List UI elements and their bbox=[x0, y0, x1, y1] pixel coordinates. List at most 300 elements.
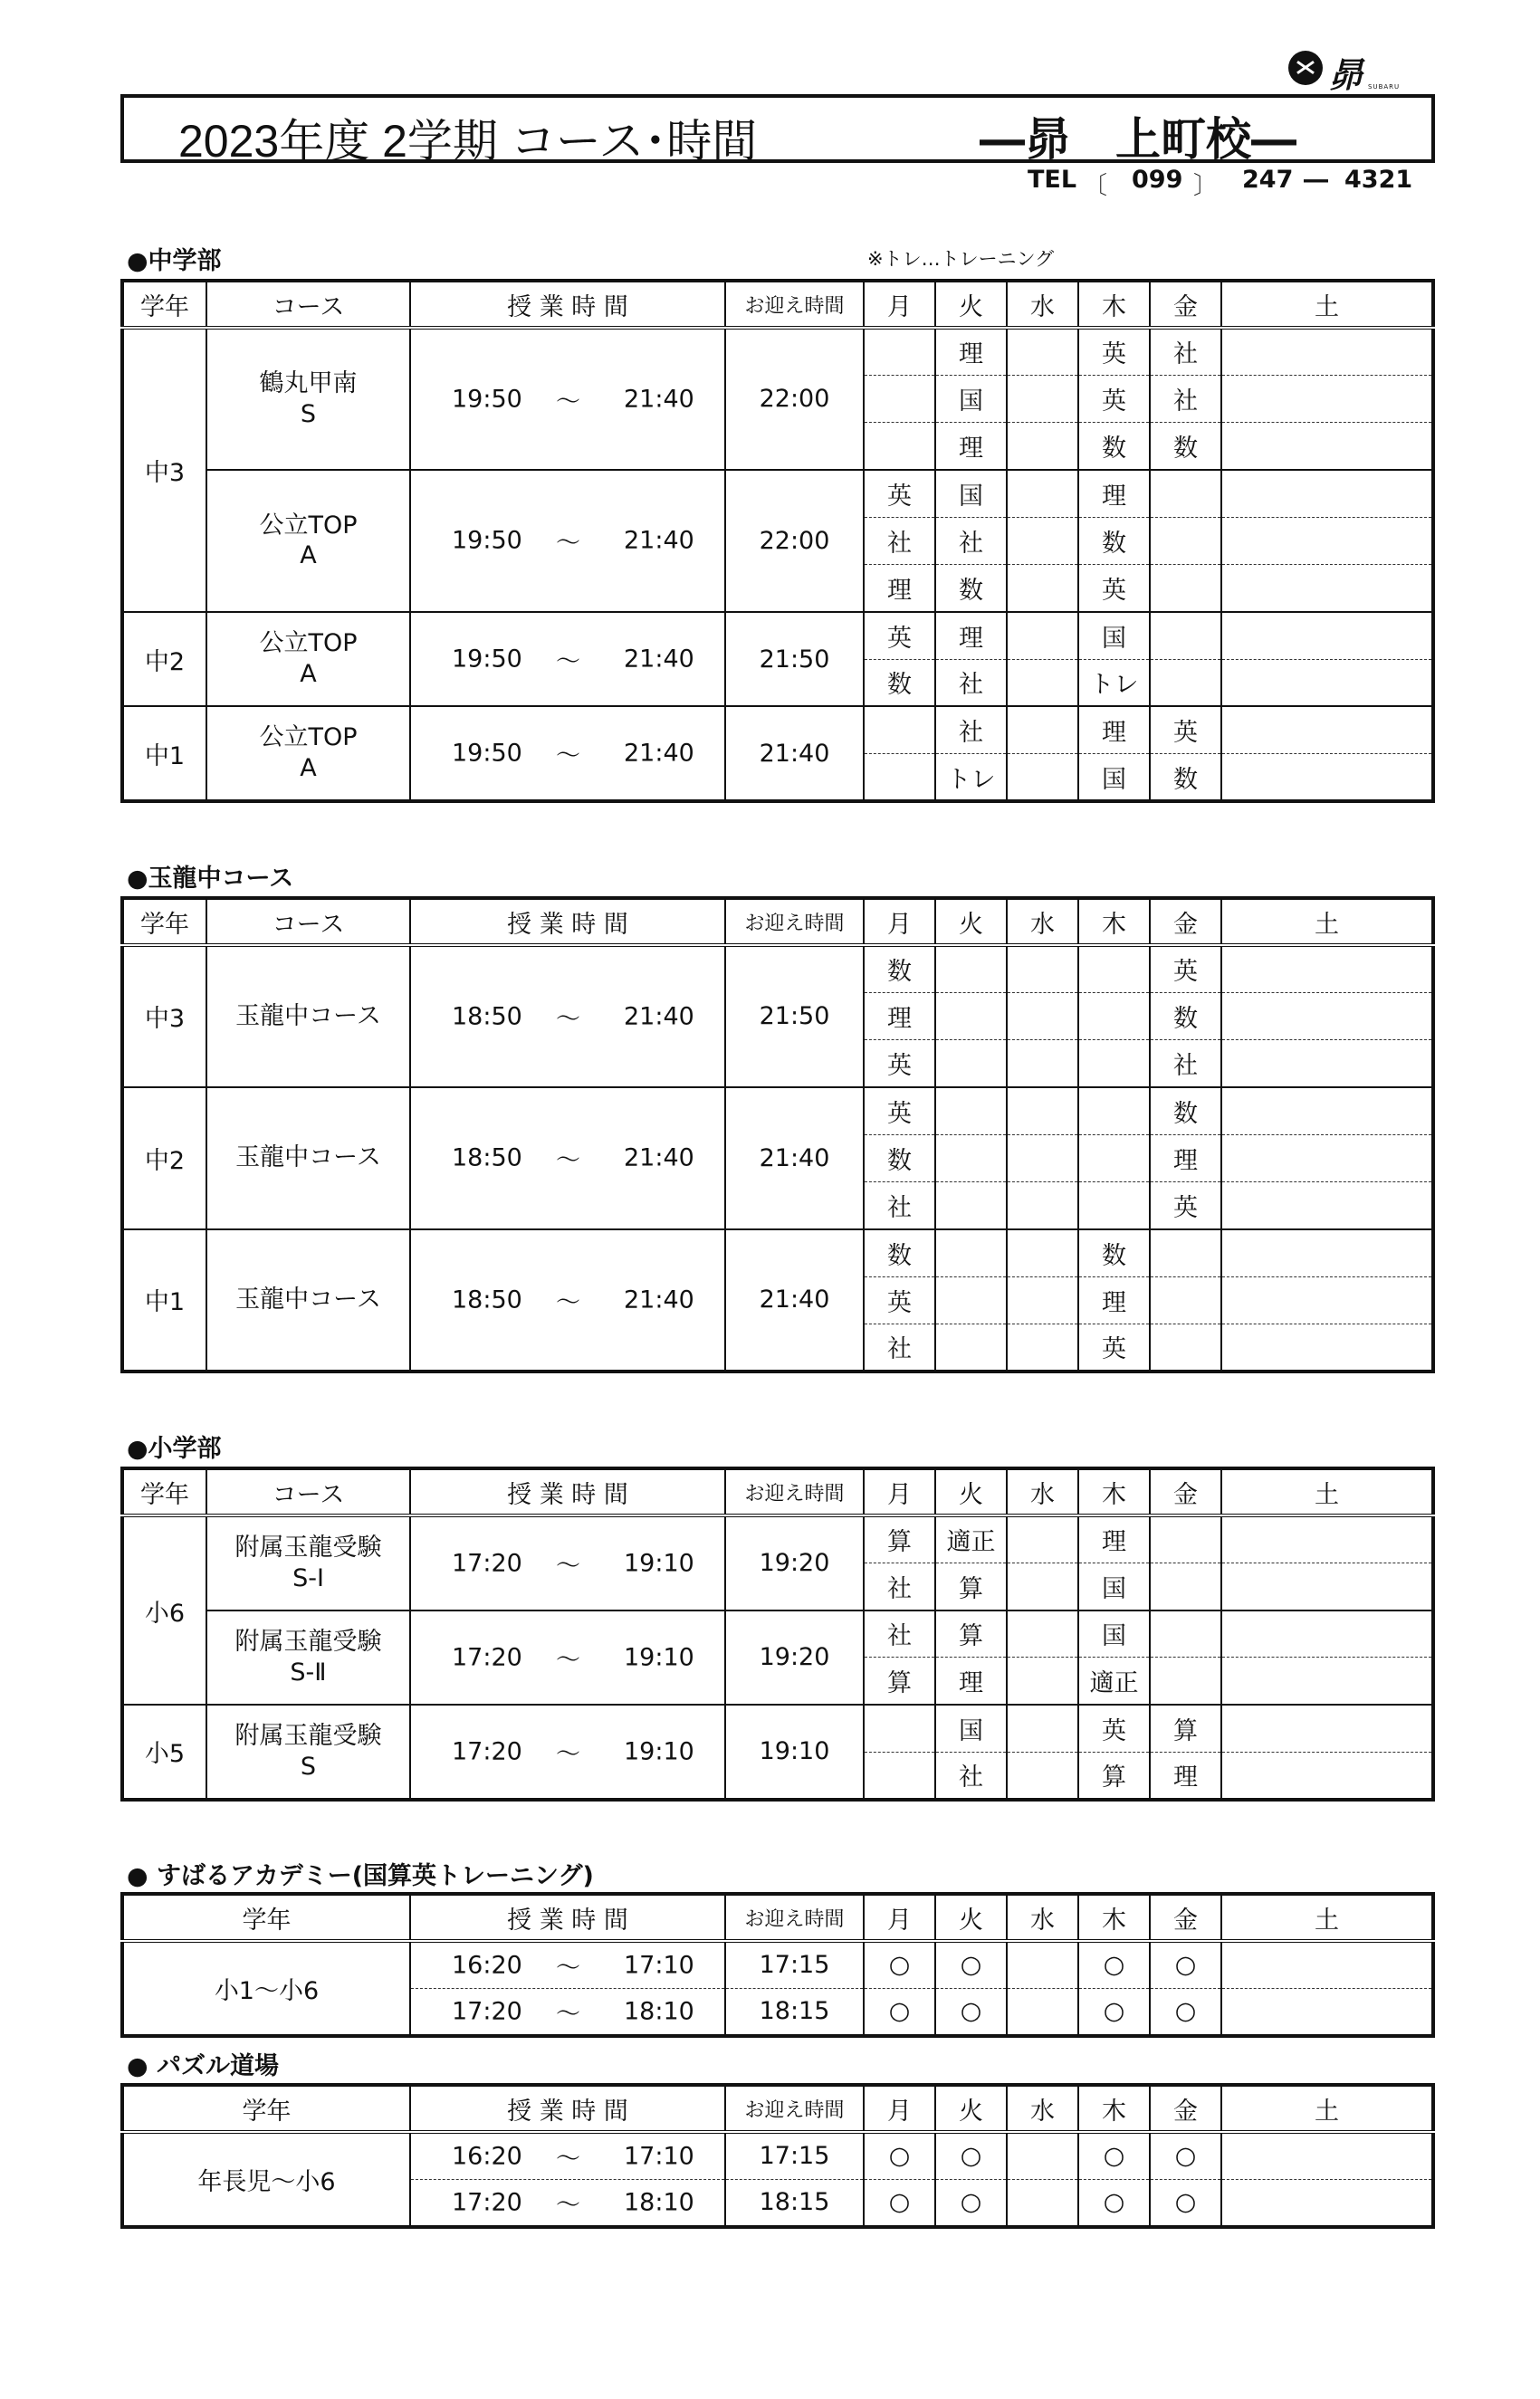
schedule-row bbox=[122, 612, 1433, 659]
schedule-row bbox=[122, 1229, 1433, 1276]
tel-dash: ― bbox=[1304, 166, 1328, 194]
subject-cell-wed bbox=[1007, 1752, 1078, 1799]
time-start: 17:20 bbox=[452, 1643, 522, 1672]
subject-cell-tue bbox=[935, 1087, 1007, 1134]
subject-cell-sat bbox=[1221, 328, 1433, 375]
schedule-row bbox=[122, 328, 1433, 375]
subject-cell-fri: 数 bbox=[1150, 754, 1221, 801]
day-header-fri: 金 bbox=[1150, 898, 1221, 945]
subject-cell-wed bbox=[1007, 517, 1078, 564]
course-header: コース bbox=[206, 898, 410, 945]
pickup-header: お迎え時間 bbox=[725, 1468, 864, 1515]
subject-cell-fri: 理 bbox=[1150, 1134, 1221, 1181]
time-tilde: ～ bbox=[556, 2191, 580, 2220]
course-line: 附属玉龍受験 bbox=[234, 1722, 382, 1751]
day-header-wed: 水 bbox=[1007, 898, 1078, 945]
pickup-header: お迎え時間 bbox=[725, 281, 864, 328]
day-mark-mon: ○ bbox=[864, 1941, 935, 1988]
day-mark-tue: ○ bbox=[935, 1941, 1007, 1988]
time-tilde: ～ bbox=[556, 1740, 580, 1769]
subject-cell-tue: 社 bbox=[935, 706, 1007, 753]
time-tilde: ～ bbox=[556, 1552, 580, 1581]
time-end: 21:40 bbox=[624, 739, 694, 768]
subject-cell-thu: トレ bbox=[1078, 659, 1150, 706]
subject-cell-thu: 数 bbox=[1078, 423, 1150, 470]
subject-cell-thu: 理 bbox=[1078, 1515, 1150, 1563]
subject-cell-fri: 数 bbox=[1150, 423, 1221, 470]
schedule-row bbox=[122, 945, 1433, 992]
subject-cell-thu: 英 bbox=[1078, 1324, 1150, 1371]
time-end: 19:10 bbox=[624, 1737, 694, 1766]
subject-cell-fri: 数 bbox=[1150, 992, 1221, 1039]
subject-cell-sat bbox=[1221, 1040, 1433, 1087]
course-header: コース bbox=[206, 1468, 410, 1515]
subject-cell-mon bbox=[864, 375, 935, 422]
subject-cell-mon: 英 bbox=[864, 1276, 935, 1324]
class-time bbox=[410, 1941, 725, 1988]
subject-cell-sat bbox=[1221, 945, 1433, 992]
course-line: A bbox=[300, 541, 317, 570]
subject-cell-tue bbox=[935, 992, 1007, 1039]
time-start: 19:50 bbox=[452, 385, 522, 414]
grade-cell: 小6 bbox=[122, 1515, 206, 1705]
subject-cell-sat bbox=[1221, 612, 1433, 659]
day-header-thu: 木 bbox=[1078, 898, 1150, 945]
subject-cell-wed bbox=[1007, 1610, 1078, 1658]
subject-cell-fri: 社 bbox=[1150, 1040, 1221, 1087]
subject-cell-sat bbox=[1221, 1181, 1433, 1228]
time-end: 21:40 bbox=[624, 645, 694, 674]
class-time bbox=[410, 1515, 725, 1610]
class-time bbox=[410, 1229, 725, 1372]
schedule-table-chu bbox=[120, 279, 1435, 803]
day-mark-fri: ○ bbox=[1150, 1988, 1221, 2035]
time-tilde: ～ bbox=[556, 1146, 580, 1175]
subject-cell-wed bbox=[1007, 1563, 1078, 1610]
grade-cell: 小1～小6 bbox=[122, 1941, 410, 2036]
subject-cell-mon bbox=[864, 706, 935, 753]
subject-cell-fri bbox=[1150, 564, 1221, 611]
subject-cell-wed bbox=[1007, 1040, 1078, 1087]
grade-cell: 中3 bbox=[122, 328, 206, 612]
time-tilde: ～ bbox=[556, 529, 580, 558]
subject-cell-wed bbox=[1007, 992, 1078, 1039]
time-start: 16:20 bbox=[452, 1951, 522, 1980]
subject-cell-tue bbox=[935, 1324, 1007, 1371]
subject-cell-thu: 国 bbox=[1078, 1610, 1150, 1658]
day-mark-sat bbox=[1221, 2179, 1433, 2226]
subject-cell-sat bbox=[1221, 1658, 1433, 1705]
subject-cell-thu bbox=[1078, 992, 1150, 1039]
subject-cell-thu: 英 bbox=[1078, 1705, 1150, 1752]
day-header-mon: 月 bbox=[864, 2085, 935, 2132]
time-end: 18:10 bbox=[624, 1997, 694, 2026]
time-end: 21:40 bbox=[624, 1143, 694, 1172]
subject-cell-mon: 社 bbox=[864, 1324, 935, 1371]
day-mark-mon: ○ bbox=[864, 1988, 935, 2035]
course-line: A bbox=[300, 660, 317, 689]
schedule-table-sho bbox=[120, 1467, 1435, 1802]
grade-cell: 中1 bbox=[122, 706, 206, 801]
schedule-row bbox=[122, 470, 1433, 517]
tel-mid: 247 bbox=[1242, 166, 1294, 194]
school-logo bbox=[1288, 47, 1417, 95]
subject-cell-wed bbox=[1007, 1087, 1078, 1134]
subject-cell-mon: 英 bbox=[864, 470, 935, 517]
subject-cell-wed bbox=[1007, 1229, 1078, 1276]
day-mark-tue: ○ bbox=[935, 2179, 1007, 2226]
day-mark-thu: ○ bbox=[1078, 2179, 1150, 2226]
day-mark-mon: ○ bbox=[864, 2179, 935, 2226]
subject-cell-sat bbox=[1221, 1087, 1433, 1134]
subject-cell-sat bbox=[1221, 1610, 1433, 1658]
subject-cell-thu: 算 bbox=[1078, 1752, 1150, 1799]
pickup-time: 19:10 bbox=[725, 1705, 864, 1800]
time-end: 17:10 bbox=[624, 1951, 694, 1980]
pickup-time: 22:00 bbox=[725, 328, 864, 470]
tel-label: TEL bbox=[1028, 166, 1077, 194]
course-line: 公立TOP bbox=[259, 723, 358, 752]
subject-cell-mon: 英 bbox=[864, 1040, 935, 1087]
course-line: 玉龍中コース bbox=[235, 1143, 381, 1172]
subject-cell-thu: 英 bbox=[1078, 328, 1150, 375]
subject-cell-wed bbox=[1007, 1324, 1078, 1371]
time-tilde: ～ bbox=[556, 1954, 580, 1983]
pickup-time: 21:50 bbox=[725, 945, 864, 1087]
subject-cell-thu: 英 bbox=[1078, 375, 1150, 422]
course-name bbox=[206, 945, 410, 1087]
logo-kanji: 昴 bbox=[1328, 55, 1363, 95]
time-start: 18:50 bbox=[452, 1002, 522, 1031]
subject-cell-sat bbox=[1221, 706, 1433, 753]
day-header-wed: 水 bbox=[1007, 2085, 1078, 2132]
subject-cell-sat bbox=[1221, 754, 1433, 801]
course-name bbox=[206, 1705, 410, 1800]
logo-subtext: SUBARU bbox=[1368, 83, 1401, 91]
class-time bbox=[410, 1988, 725, 2035]
course-name bbox=[206, 612, 410, 707]
subject-cell-sat bbox=[1221, 1276, 1433, 1324]
subject-cell-thu bbox=[1078, 1181, 1150, 1228]
class-time bbox=[410, 1705, 725, 1800]
subject-cell-tue: 国 bbox=[935, 375, 1007, 422]
time-start: 17:20 bbox=[452, 1549, 522, 1578]
subject-cell-mon: 英 bbox=[864, 612, 935, 659]
course-line: S bbox=[300, 1752, 317, 1781]
day-header-fri: 金 bbox=[1150, 2085, 1221, 2132]
subject-cell-tue bbox=[935, 1181, 1007, 1228]
pickup-time: 19:20 bbox=[725, 1610, 864, 1706]
time-end: 21:40 bbox=[624, 1002, 694, 1031]
subject-cell-sat bbox=[1221, 1705, 1433, 1752]
pickup-time: 17:15 bbox=[725, 1941, 864, 1988]
subject-cell-tue: 国 bbox=[935, 470, 1007, 517]
grade-header: 学年 bbox=[122, 1894, 410, 1941]
schedule-table-puzzle bbox=[120, 2083, 1435, 2229]
subject-cell-sat bbox=[1221, 564, 1433, 611]
subject-cell-thu: 数 bbox=[1078, 517, 1150, 564]
day-header-thu: 木 bbox=[1078, 1894, 1150, 1941]
schedule-row bbox=[122, 1610, 1433, 1658]
schedule-table-acad bbox=[120, 1892, 1435, 2038]
course-line: 玉龍中コース bbox=[235, 1002, 381, 1031]
day-mark-mon: ○ bbox=[864, 2132, 935, 2179]
time-tilde: ～ bbox=[556, 647, 580, 676]
grade-header: 学年 bbox=[122, 1468, 206, 1515]
subject-cell-sat bbox=[1221, 1134, 1433, 1181]
time-header: 授 業 時 間 bbox=[410, 898, 725, 945]
course-line: 公立TOP bbox=[259, 629, 358, 658]
subject-cell-mon: 社 bbox=[864, 517, 935, 564]
subject-cell-wed bbox=[1007, 706, 1078, 753]
subject-cell-tue: 算 bbox=[935, 1610, 1007, 1658]
day-header-mon: 月 bbox=[864, 898, 935, 945]
class-time bbox=[410, 945, 725, 1087]
subject-cell-thu: 理 bbox=[1078, 1276, 1150, 1324]
day-header-thu: 木 bbox=[1078, 2085, 1150, 2132]
time-tilde: ～ bbox=[556, 741, 580, 770]
subject-cell-sat bbox=[1221, 1563, 1433, 1610]
logo-mark-icon bbox=[1288, 51, 1323, 85]
time-header: 授 業 時 間 bbox=[410, 1894, 725, 1941]
pickup-time: 21:50 bbox=[725, 612, 864, 707]
subject-cell-tue: 理 bbox=[935, 328, 1007, 375]
subject-cell-fri: 社 bbox=[1150, 375, 1221, 422]
day-header-fri: 金 bbox=[1150, 281, 1221, 328]
subject-cell-thu: 国 bbox=[1078, 1563, 1150, 1610]
time-tilde: ～ bbox=[556, 1288, 580, 1317]
pickup-header: お迎え時間 bbox=[725, 898, 864, 945]
subject-cell-fri bbox=[1150, 1610, 1221, 1658]
subject-cell-thu bbox=[1078, 945, 1150, 992]
subject-cell-fri bbox=[1150, 1563, 1221, 1610]
subject-cell-fri: 英 bbox=[1150, 1181, 1221, 1228]
subject-cell-tue bbox=[935, 1134, 1007, 1181]
subject-cell-fri: 算 bbox=[1150, 1705, 1221, 1752]
subject-cell-fri bbox=[1150, 470, 1221, 517]
course-line: 附属玉龍受験 bbox=[234, 1534, 382, 1563]
title-box bbox=[120, 94, 1435, 167]
subject-cell-tue: 適正 bbox=[935, 1515, 1007, 1563]
subject-cell-fri: 理 bbox=[1150, 1752, 1221, 1799]
class-time bbox=[410, 1610, 725, 1706]
time-end: 18:10 bbox=[624, 2188, 694, 2217]
time-header: 授 業 時 間 bbox=[410, 1468, 725, 1515]
subject-cell-fri: 英 bbox=[1150, 706, 1221, 753]
day-header-sat: 土 bbox=[1221, 898, 1433, 945]
day-header-thu: 木 bbox=[1078, 1468, 1150, 1515]
time-end: 21:40 bbox=[624, 385, 694, 414]
day-header-wed: 水 bbox=[1007, 281, 1078, 328]
subject-cell-mon: 数 bbox=[864, 1229, 935, 1276]
subject-cell-wed bbox=[1007, 945, 1078, 992]
section-title-sho: ●小学部 bbox=[127, 1435, 222, 1463]
subject-cell-mon: 英 bbox=[864, 1087, 935, 1134]
course-line: 附属玉龍受験 bbox=[234, 1628, 382, 1657]
pickup-header: お迎え時間 bbox=[725, 1894, 864, 1941]
time-tilde: ～ bbox=[556, 387, 580, 416]
course-name bbox=[206, 328, 410, 470]
day-mark-wed bbox=[1007, 2179, 1078, 2226]
subject-cell-thu: 数 bbox=[1078, 1229, 1150, 1276]
subject-cell-thu: 理 bbox=[1078, 706, 1150, 753]
course-name bbox=[206, 706, 410, 801]
course-name bbox=[206, 1610, 410, 1706]
grade-header: 学年 bbox=[122, 898, 206, 945]
course-name bbox=[206, 470, 410, 612]
grade-header: 学年 bbox=[122, 281, 206, 328]
day-header-mon: 月 bbox=[864, 1894, 935, 1941]
time-header: 授 業 時 間 bbox=[410, 2085, 725, 2132]
time-tilde: ～ bbox=[556, 2145, 580, 2174]
subject-cell-wed bbox=[1007, 564, 1078, 611]
pickup-time: 18:15 bbox=[725, 2179, 864, 2226]
time-start: 18:50 bbox=[452, 1286, 522, 1314]
schedule-row bbox=[122, 1515, 1433, 1563]
subject-cell-wed bbox=[1007, 1705, 1078, 1752]
schedule-row bbox=[122, 2132, 1433, 2179]
subject-cell-tue bbox=[935, 945, 1007, 992]
course-line: 玉龍中コース bbox=[235, 1285, 381, 1314]
day-mark-thu: ○ bbox=[1078, 2132, 1150, 2179]
subject-cell-sat bbox=[1221, 1515, 1433, 1563]
subject-cell-wed bbox=[1007, 470, 1078, 517]
subject-cell-mon: 社 bbox=[864, 1181, 935, 1228]
day-header-tue: 火 bbox=[935, 1468, 1007, 1515]
class-time bbox=[410, 1087, 725, 1229]
day-mark-sat bbox=[1221, 1988, 1433, 2035]
day-header-sat: 土 bbox=[1221, 281, 1433, 328]
subject-cell-wed bbox=[1007, 375, 1078, 422]
time-start: 19:50 bbox=[452, 526, 522, 555]
time-start: 19:50 bbox=[452, 645, 522, 674]
subject-cell-fri bbox=[1150, 1324, 1221, 1371]
header-row bbox=[122, 1468, 1433, 1515]
header-row bbox=[122, 1894, 1433, 1941]
subject-cell-wed bbox=[1007, 659, 1078, 706]
subject-cell-fri bbox=[1150, 517, 1221, 564]
subject-cell-sat bbox=[1221, 1324, 1433, 1371]
time-start: 16:20 bbox=[452, 2142, 522, 2171]
schedule-row bbox=[122, 1941, 1433, 1988]
subject-cell-mon: 数 bbox=[864, 1134, 935, 1181]
subject-cell-thu: 国 bbox=[1078, 754, 1150, 801]
class-time bbox=[410, 2132, 725, 2179]
class-time bbox=[410, 328, 725, 470]
subject-cell-wed bbox=[1007, 423, 1078, 470]
day-header-tue: 火 bbox=[935, 2085, 1007, 2132]
subject-cell-fri bbox=[1150, 1229, 1221, 1276]
day-mark-thu: ○ bbox=[1078, 1988, 1150, 2035]
subject-cell-mon: 社 bbox=[864, 1610, 935, 1658]
tel-close-bracket: 〕 bbox=[1193, 172, 1218, 200]
course-name bbox=[206, 1229, 410, 1372]
day-mark-sat bbox=[1221, 2132, 1433, 2179]
pickup-time: 21:40 bbox=[725, 1229, 864, 1372]
day-header-sat: 土 bbox=[1221, 2085, 1433, 2132]
day-header-tue: 火 bbox=[935, 1894, 1007, 1941]
subject-cell-wed bbox=[1007, 1134, 1078, 1181]
subject-cell-mon: 数 bbox=[864, 945, 935, 992]
time-start: 17:20 bbox=[452, 1997, 522, 2026]
subject-cell-mon: 算 bbox=[864, 1515, 935, 1563]
header-row bbox=[122, 898, 1433, 945]
schedule-row bbox=[122, 1705, 1433, 1752]
page-title: 2023年度 2学期 コース･時間 bbox=[178, 116, 758, 167]
subject-cell-mon bbox=[864, 328, 935, 375]
schedule-table-tama bbox=[120, 896, 1435, 1373]
course-name bbox=[206, 1515, 410, 1610]
subject-cell-sat bbox=[1221, 375, 1433, 422]
subject-cell-thu bbox=[1078, 1087, 1150, 1134]
header-row bbox=[122, 2085, 1433, 2132]
subject-cell-fri bbox=[1150, 1276, 1221, 1324]
subject-cell-fri: 社 bbox=[1150, 328, 1221, 375]
course-line: S-Ⅰ bbox=[292, 1563, 324, 1592]
time-tilde: ～ bbox=[556, 1646, 580, 1675]
subject-cell-fri bbox=[1150, 612, 1221, 659]
day-header-fri: 金 bbox=[1150, 1468, 1221, 1515]
pickup-time: 17:15 bbox=[725, 2132, 864, 2179]
subject-cell-thu bbox=[1078, 1134, 1150, 1181]
day-mark-wed bbox=[1007, 2132, 1078, 2179]
subject-cell-mon bbox=[864, 1752, 935, 1799]
tel-area: 099 bbox=[1132, 166, 1183, 194]
schedule-row bbox=[122, 1087, 1433, 1134]
grade-header: 学年 bbox=[122, 2085, 410, 2132]
day-mark-fri: ○ bbox=[1150, 1941, 1221, 1988]
subject-cell-mon: 数 bbox=[864, 659, 935, 706]
grade-cell: 中1 bbox=[122, 1229, 206, 1372]
day-mark-fri: ○ bbox=[1150, 2179, 1221, 2226]
class-time bbox=[410, 706, 725, 801]
time-tilde: ～ bbox=[556, 1005, 580, 1034]
subject-cell-mon: 理 bbox=[864, 564, 935, 611]
section-note: ※トレ…トレーニング bbox=[867, 248, 1055, 270]
subject-cell-tue: 社 bbox=[935, 659, 1007, 706]
grade-cell: 年長児～小6 bbox=[122, 2132, 410, 2227]
time-start: 19:50 bbox=[452, 739, 522, 768]
subject-cell-fri: 数 bbox=[1150, 1087, 1221, 1134]
time-start: 17:20 bbox=[452, 2188, 522, 2217]
tel-last: 4321 bbox=[1344, 166, 1413, 194]
pickup-time: 22:00 bbox=[725, 470, 864, 612]
subject-cell-tue bbox=[935, 1229, 1007, 1276]
course-line: 公立TOP bbox=[259, 511, 358, 540]
subject-cell-thu: 理 bbox=[1078, 470, 1150, 517]
day-header-sat: 土 bbox=[1221, 1468, 1433, 1515]
subject-cell-tue: 算 bbox=[935, 1563, 1007, 1610]
class-time bbox=[410, 470, 725, 612]
time-end: 21:40 bbox=[624, 1286, 694, 1314]
subject-cell-tue: 国 bbox=[935, 1705, 1007, 1752]
time-start: 18:50 bbox=[452, 1143, 522, 1172]
tel-open-bracket: 〔 bbox=[1083, 172, 1107, 200]
section-title-puzzle: ● パズル道場 bbox=[127, 2052, 279, 2080]
course-line: S-Ⅱ bbox=[290, 1658, 327, 1687]
subject-cell-mon: 算 bbox=[864, 1658, 935, 1705]
subject-cell-wed bbox=[1007, 1515, 1078, 1563]
header-row bbox=[122, 281, 1433, 328]
grade-cell: 中2 bbox=[122, 612, 206, 707]
class-time bbox=[410, 612, 725, 707]
subject-cell-fri bbox=[1150, 1658, 1221, 1705]
subject-cell-sat bbox=[1221, 1752, 1433, 1799]
subject-cell-wed bbox=[1007, 328, 1078, 375]
subject-cell-tue: 数 bbox=[935, 564, 1007, 611]
subject-cell-fri bbox=[1150, 1515, 1221, 1563]
subject-cell-mon bbox=[864, 754, 935, 801]
